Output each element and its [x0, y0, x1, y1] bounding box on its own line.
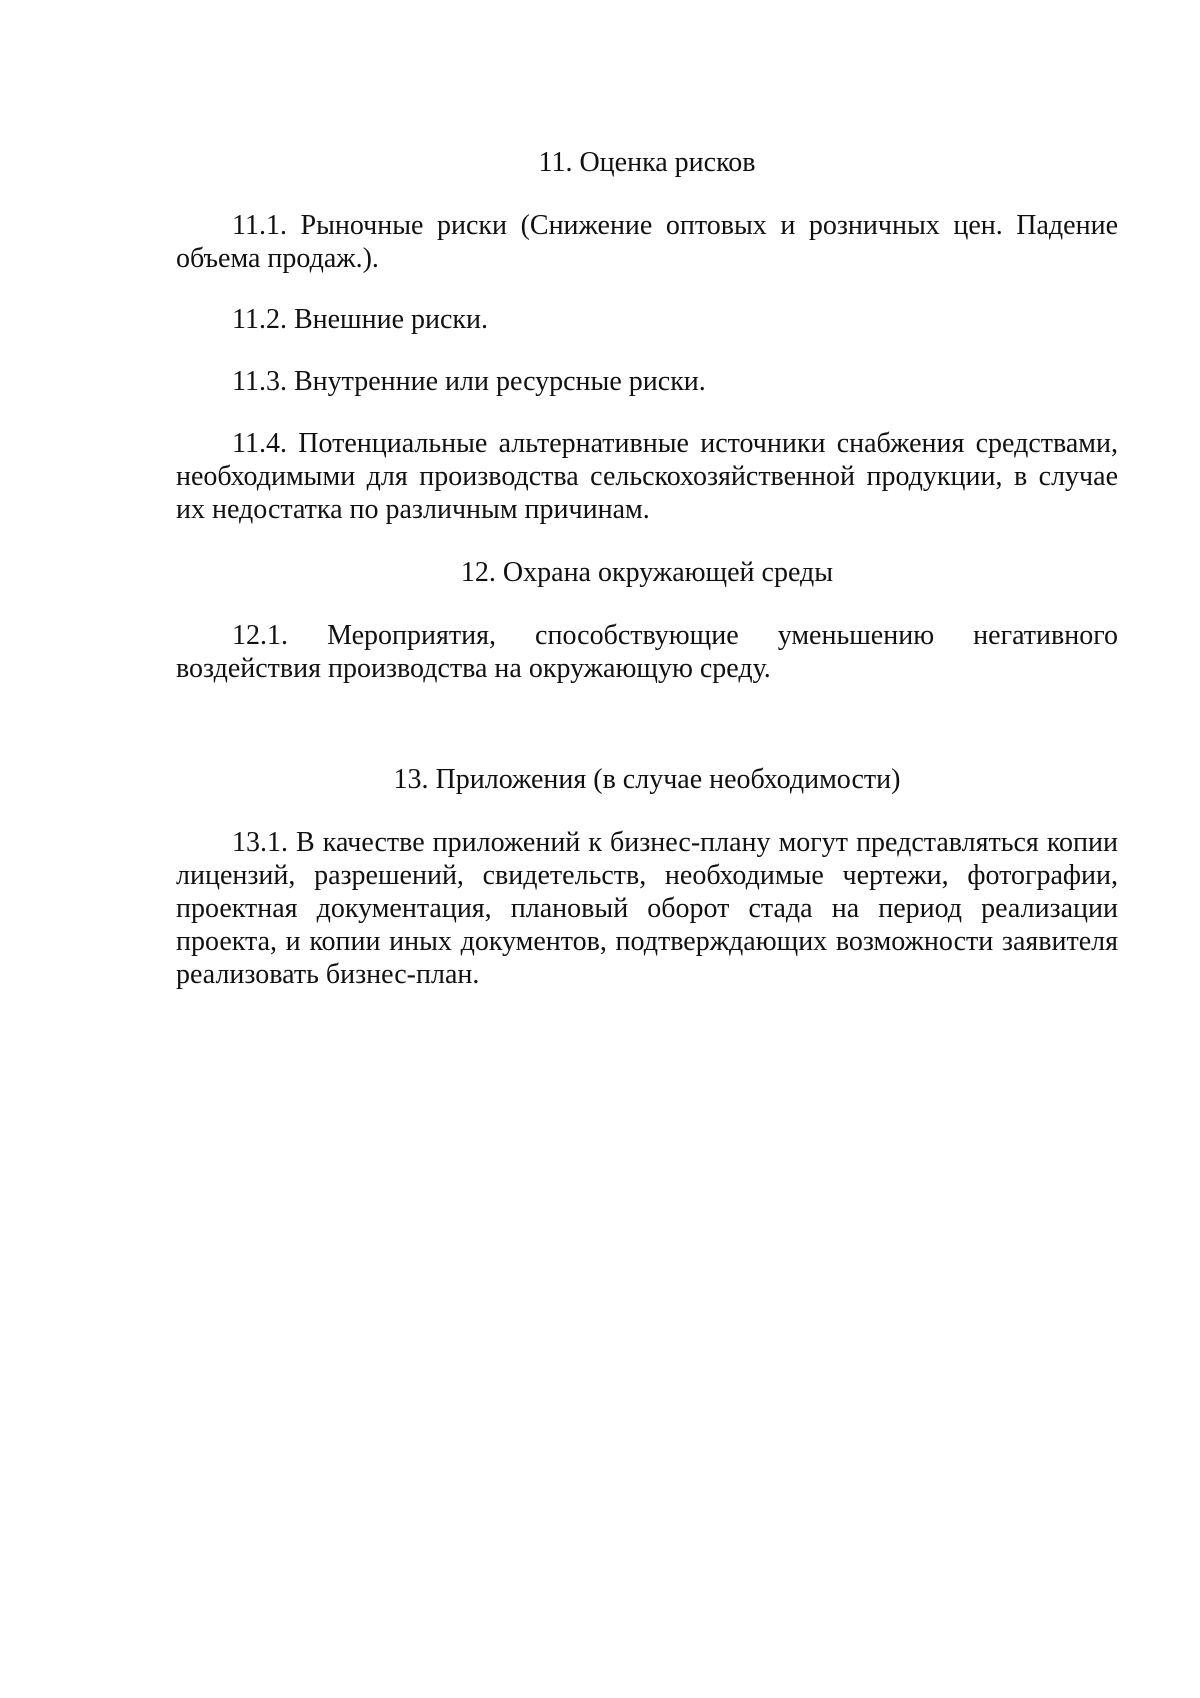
document-body [176, 146, 1118, 991]
paragraph-11-4: 11.4. Потенциальные альтернативные источники снабжения средствами, необходимыми для производства сельскохозяйственной продукции, в случае их недостатка по различным причинам. [176, 428, 1118, 525]
section-11-heading: 11. Оценка рисков [538, 147, 756, 178]
paragraph-11-1: 11.1. Рыночные риски (Снижение оптовых и розничных цен. Падение объема продаж.). [176, 210, 1118, 274]
paragraph-11-2: 11.2. Внешние риски. [232, 304, 489, 335]
section-12-heading: 12. Охрана окружающей среды [460, 557, 834, 588]
paragraph-12-1: 12.1. Мероприятия, способствующие уменьшению негативного воздействия производства на окружающую среду. [176, 620, 1118, 684]
paragraph-11-3: 11.3. Внутренние или ресурсные риски. [232, 366, 706, 397]
paragraph-13-1: 13.1. В качестве приложений к бизнес-плану могут представляться копии лицензий, разрешений, свидетельств, необходимые чертежи, фотографии, проектная документация, плановый оборот стада на период реализации проекта, и копии иных документов, подтверждающих возможности заявителя реализовать бизнес-план. [176, 827, 1118, 990]
section-13-heading: 13. Приложения (в случае необходимости) [393, 764, 901, 795]
